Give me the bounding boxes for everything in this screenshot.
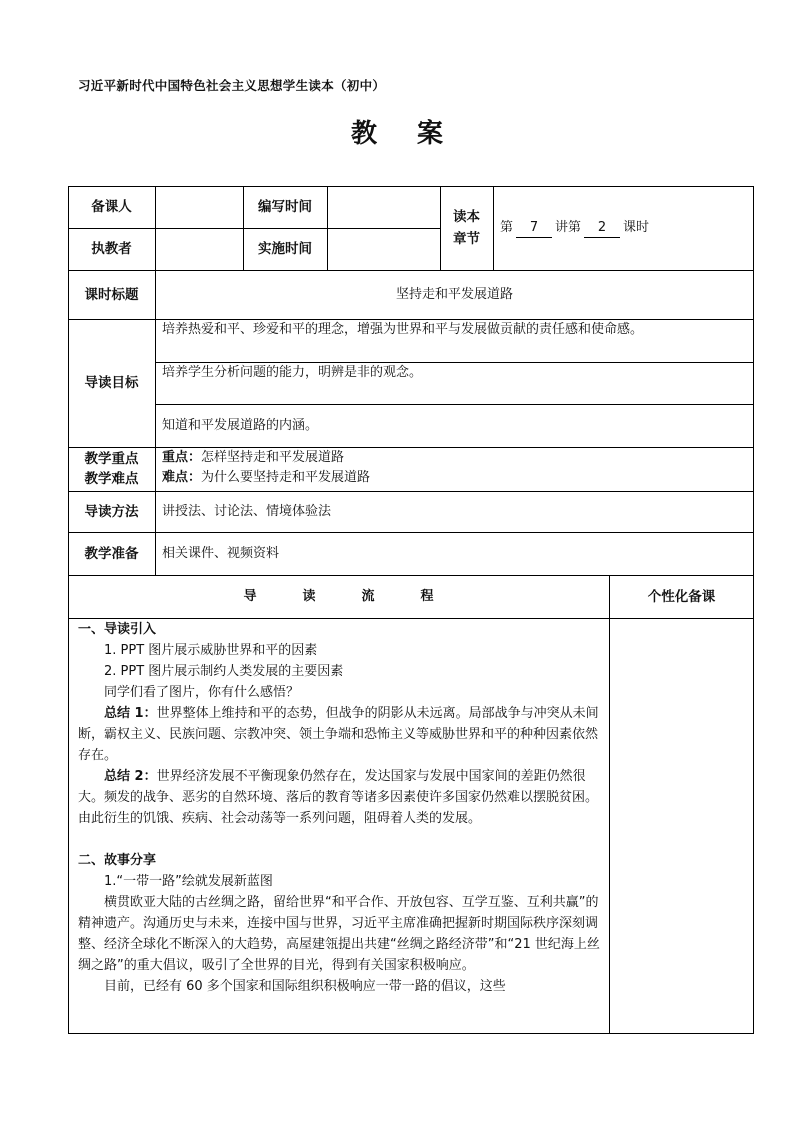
difficulty-prefix: 难点： — [162, 470, 202, 485]
impl-time-value — [332, 228, 437, 270]
list-item: 1. PPT 图片展示威胁世界和平的因素 — [104, 643, 318, 658]
chapter-suffix: 课时 — [623, 220, 650, 235]
key-text: 怎样坚持走和平发展道路 — [201, 450, 345, 465]
story-paragraph: 目前，已经有 60 多个国家和国际组织积极响应一带一路的倡议，这些 — [104, 979, 506, 994]
prep-value: 相关课件、视频资料 — [162, 545, 280, 561]
teacher-value — [160, 228, 240, 270]
key-line — [162, 448, 748, 468]
list-item: 2. PPT 图片展示制约人类发展的主要因素 — [104, 664, 344, 679]
document-title: 教案 — [350, 119, 483, 149]
teacher-label: 执教者 — [91, 241, 132, 257]
chapter-prefix: 第 — [500, 220, 514, 235]
summary-text: 世界整体上维持和平的态势，但战争的阴影从未远离。局部战争与冲突从未间断，霸权主义、民族问题、宗教冲突、领土争端和恐怖主义等威胁世界和平的种种因素依然存在。 — [78, 706, 599, 763]
method-value: 讲授法、讨论法、情境体验法 — [162, 503, 332, 519]
summary-label: 总结 2： — [104, 769, 157, 784]
table-rule — [493, 186, 494, 270]
question-text: 同学们看了图片，你有什么感悟？ — [104, 685, 300, 700]
summary-label: 总结 1： — [104, 706, 157, 721]
key-prefix: 重点： — [162, 450, 202, 465]
section-title: 二、故事分享 — [78, 853, 157, 868]
table-rule — [155, 362, 754, 363]
table-rule — [327, 186, 328, 270]
table-border-bottom — [68, 1033, 754, 1034]
key-difficulty-label — [68, 447, 155, 491]
chapter-period-number: 2 — [584, 219, 620, 238]
difficulty-line — [162, 468, 748, 488]
topic-value: 坚持走和平发展道路 — [395, 286, 513, 302]
summary-paragraph — [78, 766, 608, 829]
story-paragraph: 横贯欧亚大陆的古丝绸之路，留给世界“和平合作、开放包容、互学互鉴、互利共赢”的精神遗产。沟通历史与未来，连接中国与世界，习近平主席准确把握新时期国际秩序深刻调整、经济全球化不断深入的大趋势，高屋建瓴提出共建“丝绸之路经济带”和“21 世纪海上丝绸之路”的重大倡议，吸引了全世界的目光，得到有关国家积极响应。 — [78, 895, 600, 973]
series-title: 习近平新时代中国特色社会主义思想学生读本（初中） — [78, 78, 386, 93]
preparer-value — [160, 186, 240, 228]
chapter-label-line1: 读本 — [453, 209, 480, 225]
goal-item: 知道和平发展道路的内涵。 — [162, 417, 319, 433]
personal-prep-header: 个性化备课 — [647, 588, 716, 605]
table-rule — [609, 575, 610, 1034]
goal-item: 培养学生分析问题的能力，明辨是非的观念。 — [162, 365, 423, 380]
chapter-lecture-number: 7 — [516, 219, 552, 238]
prep-label: 教学准备 — [84, 545, 139, 562]
chapter-label — [440, 186, 493, 270]
goal-item: 培养热爱和平、珍爱和平的理念，增强为世界和平与发展做贡献的责任感和使命感。 — [162, 322, 644, 337]
write-time-value — [332, 186, 437, 228]
section-title: 一、导读引入 — [78, 622, 157, 637]
chapter-mid: 讲第 — [555, 220, 582, 235]
key-label: 教学重点 — [84, 451, 139, 467]
chapter-value — [500, 186, 750, 270]
summary-paragraph — [78, 703, 608, 766]
preparer-label: 备课人 — [91, 199, 132, 215]
difficulty-label: 教学难点 — [84, 471, 139, 487]
topic-label: 课时标题 — [84, 286, 139, 303]
impl-time-label: 实施时间 — [258, 241, 312, 257]
process-header: 导读流程 — [243, 588, 480, 604]
write-time-label: 编写时间 — [258, 199, 312, 215]
goals-label: 导读目标 — [84, 375, 139, 391]
key-difficulty-value — [162, 448, 748, 490]
difficulty-text: 为什么要坚持走和平发展道路 — [201, 470, 371, 485]
summary-text: 世界经济发展不平衡现象仍然存在，发达国家与发展中国家间的差距仍然很大。频发的战争、恶劣的自然环境、落后的教育等诸多因素使许多国家仍然难以摆脱贫困。由此衍生的饥饿、疾病、社会动荡等一系列问题，阻碍着人类的发展。 — [78, 769, 599, 826]
table-rule — [155, 186, 156, 575]
chapter-label-line2: 章节 — [453, 231, 480, 247]
method-label: 导读方法 — [84, 503, 139, 520]
list-item: 1.“一带一路”绘就发展新蓝图 — [104, 874, 273, 889]
process-content — [78, 619, 608, 997]
table-rule — [68, 319, 754, 320]
